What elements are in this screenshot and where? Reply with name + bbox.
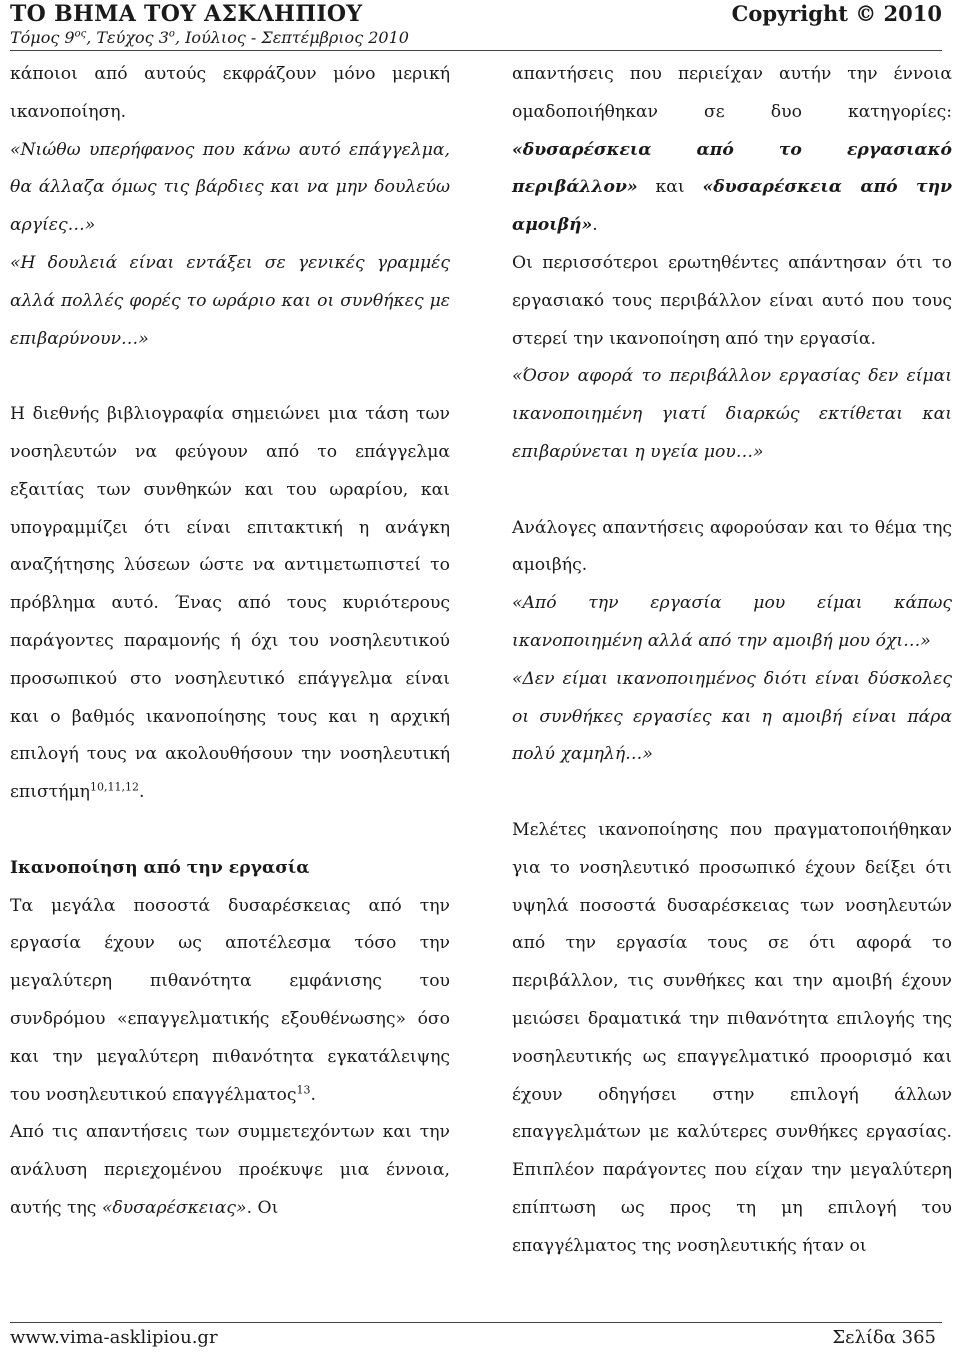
page-header — [10, 0, 942, 50]
right-paragraph-2: Οι περισσότεροι ερωτηθέντες απάντησαν ότι το εργασιακό τους περιβάλλον είναι αυτό που τους στερεί την ικανοποίηση από την εργασία. — [512, 252, 952, 349]
issue-volume-suffix: ος — [74, 28, 87, 40]
category-salary: «δυσαρέσκεια από την αμοιβή» — [512, 177, 952, 236]
page-number: Σελίδα 365 — [832, 1327, 936, 1348]
issue-info — [10, 28, 409, 47]
right-quote-2: «Από την εργασία μου είμαι κάπως ικανοποιημένη αλλά από την αμοιβή μου όχι…» — [512, 593, 952, 651]
issue-volume: Τόμος 9 — [10, 28, 75, 47]
right-quote-1: «Όσον αφορά το περιβάλλον εργασίας δεν είμαι ικανοποιημένη γιατί διαρκώς εκτίθεται και επιβαρύνεται η υγεία μου…» — [512, 366, 952, 462]
right-paragraph-1 — [512, 56, 952, 245]
left-paragraph-4-start: Από τις απαντήσεις των συμμετεχόντων και την ανάλυση περιεχομένου προέκυψε μια έννοια, αυτής της — [10, 1122, 450, 1218]
right-paragraph-1-mid: και — [637, 177, 703, 198]
issue-number-suffix: ο — [168, 28, 175, 40]
header-rule — [10, 50, 942, 51]
category-work-environment: «δυσαρέσκεια από το εργασιακό περιβάλλον» — [512, 139, 952, 198]
footer-rule — [10, 1322, 942, 1323]
right-quote-3: «Δεν είμαι ικανοποιημένος διότι είναι δύσκολες οι συνθήκες εργασίες και η αμοιβή είναι πάρα πολύ χαμηλή…» — [512, 668, 952, 765]
left-paragraph-2-text: Η διεθνής βιβλιογραφία σημειώνει μια τάση των νοσηλευτών να φεύγουν από το επάγγελμα εξαιτίας των συνθηκών και του ωραρίου, και υπογραμμίζει ότι είναι επιτακτική η ανάγκη αναζήτησης λύσεων ώστε να αντιμετωπιστεί το πρόβλημα αυτό. Ένας από τους κυριότερους παράγοντες παραμονής ή όχι του νοσηλευτικού προσωπικού στο νοσηλευτικό επάγγελμα είναι και ο βαθμός ικανοποίησης τους και η αρχική επιλογή τους να ακολουθήσουν την νοσηλευτική επιστήμη — [10, 404, 450, 803]
reference-marker: 10,11,12 — [89, 780, 139, 794]
spacer — [10, 812, 450, 850]
spacer — [512, 774, 952, 812]
spacer — [10, 358, 450, 396]
left-paragraph-3 — [10, 888, 450, 1115]
right-paragraph-4: Μελέτες ικανοποίησης που πραγματοποιήθηκαν για το νοσηλευτικό προσωπικό έχουν δείξει ότι υψηλά ποσοστά δυσαρέσκειας των νοσηλευτών από την εργασία τους σε ότι αφορά το περιβάλλον, τις συνθήκες και την αμοιβή έχουν μειώσει δραματικά την πιθανότητα επιλογής της νοσηλευτικής ως επαγγελματικό προορισμό και έχουν οδηγήσει στην επιλογή άλλων επαγγελμάτων με καλύτερες συνθήκες εργασίας. Επιπλέον παράγοντες που είχαν την μεγαλύτερη επίπτωση ως προς τη μη επιλογή του επαγγέλματος της νοσηλευτικής ήταν οι — [512, 819, 952, 1256]
section-heading: Ικανοποίηση από την εργασία — [10, 857, 310, 878]
left-paragraph-3-end: . — [310, 1084, 316, 1105]
right-paragraph-1-end: . — [592, 215, 598, 236]
left-paragraph-2-end: . — [138, 782, 145, 803]
issue-date: , Ιούλιος - Σεπτέμβριος 2010 — [174, 28, 409, 47]
left-paragraph-3-text: Τα μεγάλα ποσοστά δυσαρέσκειας από την εργασία έχουν ως αποτέλεσμα τόσο την μεγαλύτερη πιθανότητα εμφάνισης του συνδρόμου «επαγγελματικής εξουθένωσης» όσο και την μεγαλύτερη πιθανότητα εγκατάλειψης του νοσηλευτικού επαγγέλματος — [10, 895, 450, 1105]
left-paragraph-4 — [10, 1114, 450, 1227]
left-paragraph-1: κάποιοι από αυτούς εκφράζουν μόνο μερική ικανοποίηση. — [10, 64, 450, 122]
journal-title: ΤΟ ΒΗΜΑ ΤΟΥ ΑΣΚΛΗΠΙΟΥ — [10, 1, 363, 27]
left-paragraph-4-emphasis: «δυσαρέσκειας» — [101, 1197, 247, 1218]
left-paragraph-4-end: . Οι — [246, 1197, 279, 1218]
right-paragraph-1-start: απαντήσεις που περιείχαν αυτήν την έννοια ομαδοποιήθηκαν σε δυο κατηγορίες: — [512, 64, 952, 122]
left-quote-1: «Νιώθω υπερήφανος που κάνω αυτό επάγγελμα, θα άλλαζα όμως τις βάρδιες και να μην δουλεύω αργίες…» — [10, 139, 450, 236]
left-quote-2: «Η δουλειά είναι εντάξει σε γενικές γραμμές αλλά πολλές φορές το ωράριο και οι συνθήκες με επιβαρύνουν…» — [10, 252, 450, 349]
reference-marker: 13 — [296, 1082, 311, 1096]
right-paragraph-3: Ανάλογες απαντήσεις αφορούσαν και το θέμα της αμοιβής. — [512, 517, 952, 576]
footer-url[interactable]: www.vima-asklipiou.gr — [10, 1327, 218, 1348]
right-column — [512, 56, 952, 1266]
left-paragraph-2 — [10, 396, 450, 812]
spacer — [512, 472, 952, 510]
issue-number: , Τεύχος 3 — [86, 28, 169, 47]
copyright-notice: Copyright © 2010 — [731, 1, 942, 26]
left-column — [10, 56, 450, 1228]
